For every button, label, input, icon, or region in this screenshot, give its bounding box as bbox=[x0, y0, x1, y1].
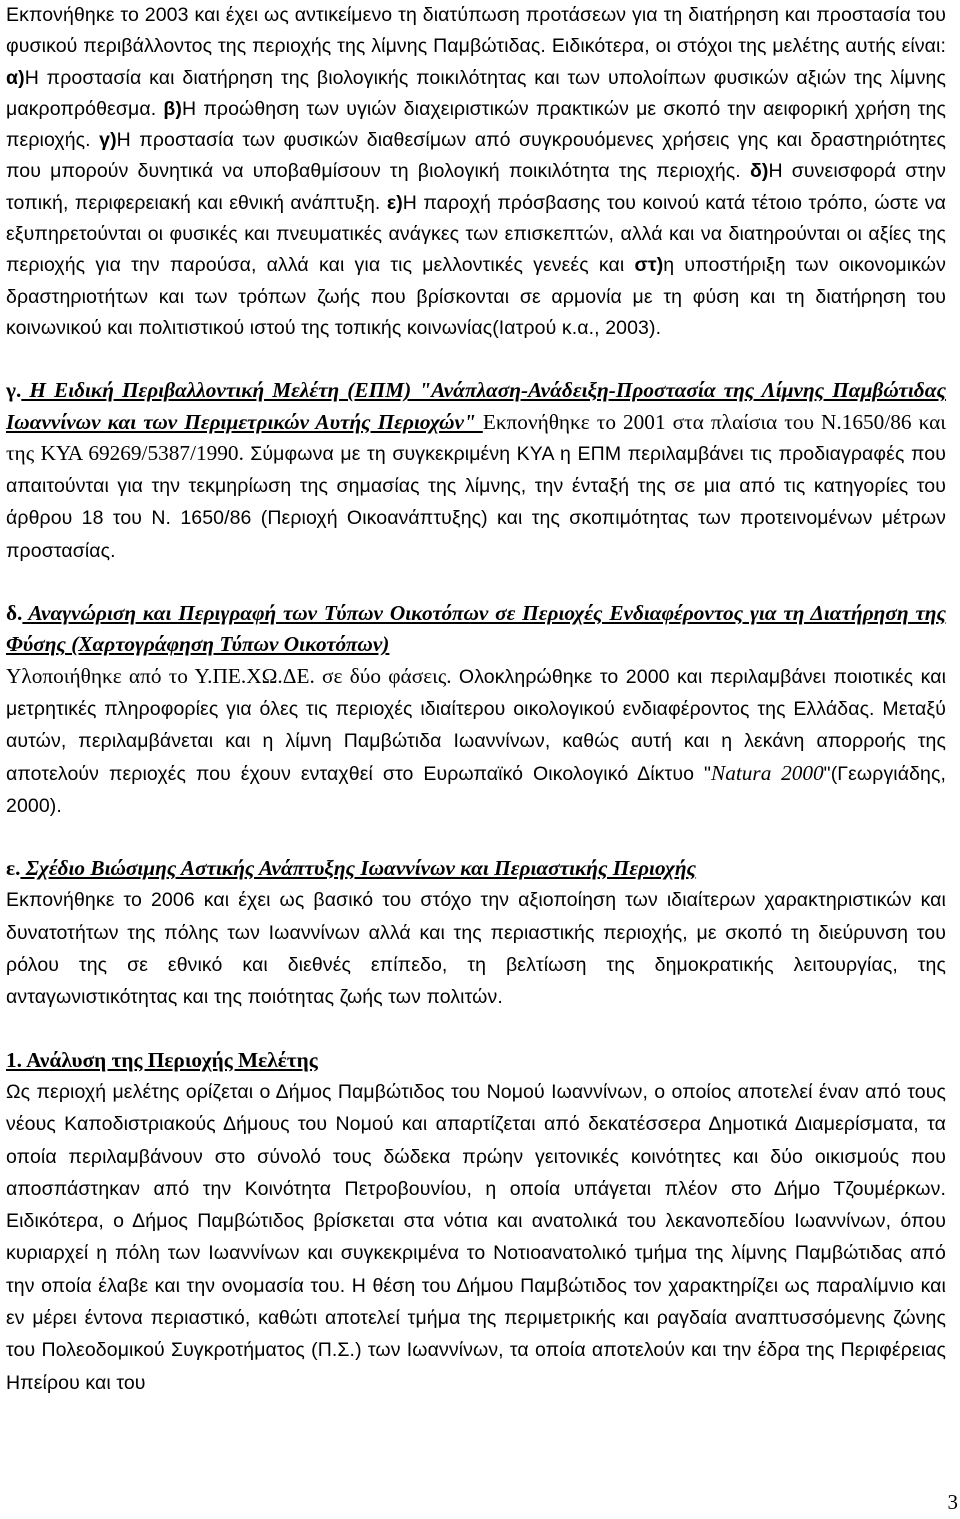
section-d-label: δ. bbox=[6, 601, 23, 626]
section-e-paragraph bbox=[6, 853, 946, 1013]
goal-c-label: γ) bbox=[99, 129, 117, 152]
section-d-text2: Ολοκληρώθηκε το 2000 και περιλαμβάνει ποιοτικές και μετρητικές πληροφορίες για όλες τις περιοχές ιδιαίτερου οικολογικού ενδιαφέροντος της Ελλάδας. bbox=[6, 665, 947, 720]
section-g-title: Η Ειδική Περιβαλλοντική Μελέτη (ΕΠΜ) "Ανάπλαση-Ανάδειξη-Προστασία της Λίμνης Παμβώτιδας Ιωαννίνων και των Περιμετρικών Αυτής Περιοχών" bbox=[6, 378, 946, 434]
goal-c-text: Η προστασία των φυσικών διαθεσίμων από συγκρουόμενες χρήσεις γης και δραστηριότητες που μπορούν δυνητικά να υποβαθμίσουν τη βιολογική ποικιλότητα της περιοχής. bbox=[6, 129, 946, 183]
intro-paragraph bbox=[6, 0, 946, 344]
section-1-paragraph bbox=[6, 1045, 946, 1399]
section-e-title: Σχέδιο Βιώσιμης Αστικής Ανάπτυξης Ιωαννίνων και Περιαστικής Περιοχής bbox=[20, 856, 697, 881]
section-g-text1: Εκπονήθηκε το 2001 στα πλαίσια του Ν.1650/86 και της ΚΥΑ 69269/5387/1990. bbox=[6, 409, 947, 465]
section-d-paragraph bbox=[6, 598, 946, 822]
goal-e-label: ε) bbox=[386, 191, 403, 214]
section-g-paragraph bbox=[6, 375, 946, 567]
section-d-text3: Μεταξύ αυτών, περιλαμβάνεται και η λίμνη Παμβώτιδα Ιωαννίνων, καθώς αυτή και η λεκάνη απορροής της αποτελούν περιοχές που έχουν ενταχθεί στο Ευρωπαϊκό Οικολογικό Δίκτυο " bbox=[6, 697, 946, 785]
natura-label: Natura 2000 bbox=[710, 760, 824, 785]
section-e-text: Εκπονήθηκε το 2006 και έχει ως βασικό του στόχο την αξιοποίηση των ιδιαίτερων χαρακτηριστικών και δυνατοτήτων της πόλης των Ιωαννίνων αλλά και της περιαστικής περιοχής, με σκοπό τη διεύρυνση του ρόλου της σε εθνικό και διεθνές επίπεδο, τη βελτίωση της δημοκρατικής λειτουργίας, της ανταγωνιστικότητας και της ποιότητας ζωής των πολιτών. bbox=[6, 889, 946, 1009]
section-d-title: Αναγνώριση και Περιγραφή των Τύπων Οικοτόπων σε Περιοχές Ενδιαφέροντος για τη Διατήρηση της Φύσης (Χαρτογράφηση Τύπων Οικοτόπων) bbox=[6, 601, 946, 657]
goal-a-label: α) bbox=[6, 66, 25, 89]
goal-b-label: β) bbox=[163, 97, 182, 120]
intro-text: Εκπονήθηκε το 2003 και έχει ως αντικείμενο τη διατύπωση προτάσεων για τη διατήρηση και προστασία του φυσικού περιβάλλοντος της περιοχής της λίμνης Παμβώτιδας. Ειδικότερα, οι στόχοι της μελέτης αυτής είναι: bbox=[6, 4, 946, 58]
section-d-text1: Υλοποιήθηκε από το Υ.ΠΕ.ΧΩ.ΔΕ. σε δύο φάσεις. bbox=[6, 663, 459, 688]
goal-e-text: Η παροχή πρόσβασης του κοινού κατά τέτοιο τρόπο, ώστε να εξυπηρετούνται οι φυσικές και πνευματικές ανάγκες των επισκεπτών, αλλά και να διατηρούνται οι αξίες της περιοχής για την παρούσα, αλλά και για τις μελλοντικές γενεές και bbox=[6, 191, 947, 277]
section-g-label: γ. bbox=[6, 378, 22, 403]
section-e-label: ε. bbox=[6, 856, 21, 881]
section-d-text4: "(Γεωργιάδης, 2000). bbox=[6, 762, 947, 817]
goal-st-label: στ) bbox=[634, 254, 664, 277]
goal-a-text: Η προστασία και διατήρηση της βιολογικής ποικιλότητας και των υπολοίπων φυσικών αξιών της λίμνης μακροπρόθεσμα. bbox=[6, 66, 946, 120]
page-number: 3 bbox=[947, 1490, 958, 1514]
goal-b-text: Η προώθηση των υγιών διαχειριστικών πρακτικών με σκοπό την αειφορική χρήση της περιοχής. bbox=[6, 97, 946, 152]
section-g-text2: Σύμφωνα με τη συγκεκριμένη ΚΥΑ η ΕΠΜ περιλαμβάνει τις προδιαγραφές που απαιτούνται για την τεκμηρίωση της σημασίας της λίμνης, την ένταξή της σε μια από τις κατηγορίες του άρθρου 18 του Ν. 1650/86 (Περιοχή Οικοανάπτυξης) και της σκοπιμότητας των προτεινομένων μέτρων προστασίας. bbox=[6, 442, 946, 562]
section-1-title: 1. Ανάλυση της Περιοχής Μελέτης bbox=[6, 1047, 318, 1072]
section-1-text: Ως περιοχή μελέτης ορίζεται ο Δήμος Παμβώτιδος του Νομού Ιωαννίνων, ο οποίος αποτελεί έναν από τους νέους Καποδιστριακούς Δήμους του Νομού και απαρτίζεται από δεκατέσσερα Δημοτικά Διαμερίσματα, τα οποία περιλαμβάνουν στο σύνολό τους δώδεκα πρώην γειτονικές κοινότητες και δύο οικισμούς που αποσπάστηκαν από την Κοινότητα Πετροβουνίου, η οποία υπάγεται πλέον στο Δήμο Τζουμέρκων. Ειδικότερα, ο Δήμος Παμβώτιδος βρίσκεται στα νότια και ανατολικά του λεκανοπεδίου Ιωαννίνων, όπου κυριαρχεί η πόλη των Ιωαννίνων και συγκεκριμένα το Νοτιοανατολικό τμήμα της λίμνης Παμβώτιδας από την οποία έλαβε και την ονομασία του. Η θέση του Δήμου Παμβώτιδος τον χαρακτηρίζει ως παραλίμνιο και εν μέρει έντονα περιαστικό, καθώτι αποτελεί τμήμα της περιμετρικής και ραγδαία αναπτυσσόμενης ζώνης του Πολεοδομικού Συγκροτήματος (Π.Σ.) των Ιωαννίνων, τα οποία αποτελούν και την έδρα της Περιφέρειας Ηπείρου και του bbox=[6, 1080, 946, 1394]
goal-d-text: Η συνεισφορά στην τοπική, περιφερειακή και εθνική ανάπτυξη. bbox=[6, 160, 946, 214]
goal-st-text: η υποστήριξη των οικονομικών δραστηριοτήτων και των τρόπων ζωής που βρίσκονται σε αρμονία με τη φύση και τη διατήρηση του κοινωνικού και πολιτιστικού ιστού της τοπικής κοινωνίας(Ιατρού κ.α., 2003). bbox=[6, 254, 946, 339]
goal-d-label: δ) bbox=[749, 160, 769, 183]
